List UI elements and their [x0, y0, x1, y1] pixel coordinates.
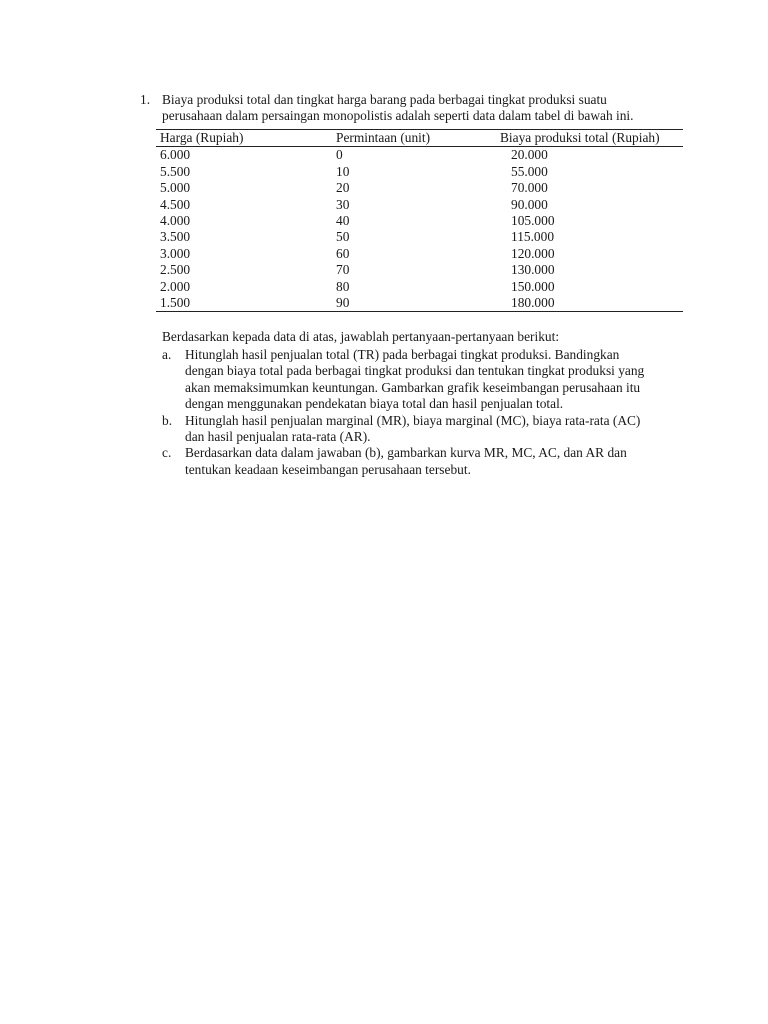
subquestion-line: akan memaksimumkan keuntungan. Gambarkan grafik keseimbangan perusahaan itu: [185, 379, 641, 395]
subquestion-line: dengan menggunakan pendekatan biaya total dan hasil penjualan total.: [185, 396, 564, 412]
subquestion-line: Berdasarkan data dalam jawaban (b), gambarkan kurva MR, MC, AC, dan AR dan: [185, 445, 627, 461]
cell-total-cost: 120.000: [511, 245, 555, 261]
table-row: [156, 262, 683, 278]
subquestion-a: [162, 347, 702, 413]
cell-price: 5.500: [160, 163, 191, 179]
cell-total-cost: 55.000: [511, 163, 548, 179]
question-number: 1.: [140, 92, 151, 107]
cell-demand: 20: [336, 180, 350, 196]
cell-total-cost: 115.000: [511, 229, 555, 245]
subquestion-line: Hitunglah hasil penjualan marginal (MR), biaya marginal (MC), biaya rata-rata (AC): [185, 412, 641, 428]
cell-price: 1.500: [160, 295, 191, 311]
table-row: [156, 229, 683, 245]
header-total-cost: Biaya produksi total (Rupiah): [500, 130, 683, 147]
cell-demand: 30: [336, 196, 350, 212]
table-row: [156, 147, 683, 164]
cell-total-cost: 70.000: [511, 180, 548, 196]
table-row: [156, 295, 683, 312]
cell-demand: 70: [336, 262, 350, 278]
cell-price: 3.500: [160, 229, 191, 245]
intro-line: perusahaan dalam persaingan monopolistis adalah seperti data dalam tabel di bawah ini.: [162, 108, 634, 124]
subquestion-marker: c.: [162, 445, 172, 461]
subquestion-marker: a.: [162, 347, 172, 362]
cell-demand: 50: [336, 229, 350, 245]
cell-total-cost: 130.000: [511, 262, 555, 278]
table-header-row: [156, 130, 683, 147]
cell-total-cost: 20.000: [511, 147, 548, 163]
cell-demand: 0: [336, 147, 343, 163]
intro-line: Biaya produksi total dan tingkat harga barang pada berbagai tingkat produksi suatu: [162, 92, 607, 107]
subquestion-c: [162, 445, 702, 478]
cell-price: 4.000: [160, 213, 191, 229]
table-row: [156, 279, 683, 295]
header-price: Harga (Rupiah): [156, 130, 336, 147]
table-row: [156, 197, 683, 213]
table-row: [156, 180, 683, 196]
cell-total-cost: 90.000: [511, 196, 548, 212]
cell-total-cost: 150.000: [511, 278, 555, 294]
subquestion-line: Hitunglah hasil penjualan total (TR) pada berbagai tingkat produksi. Bandingkan: [185, 347, 620, 362]
cell-demand: 80: [336, 278, 350, 294]
question-intro: [162, 92, 702, 125]
table-row: [156, 213, 683, 229]
subquestion-line: dengan biaya total pada berbagai tingkat produksi dan tentukan tingkat produksi yang: [185, 363, 645, 379]
subquestion-marker: b.: [162, 412, 173, 428]
cell-demand: 90: [336, 295, 350, 311]
cell-total-cost: 105.000: [511, 213, 555, 229]
subquestion-line: tentukan keadaan keseimbangan perusahaan tersebut.: [185, 461, 471, 477]
followup-instruction: Berdasarkan kepada data di atas, jawablah pertanyaan-pertanyaan berikut:: [162, 329, 560, 344]
cell-price: 4.500: [160, 196, 191, 212]
cell-price: 2.500: [160, 262, 191, 278]
subquestion-b: [162, 413, 702, 446]
cell-demand: 10: [336, 163, 350, 179]
data-table: [156, 129, 683, 312]
subquestion-list: [162, 347, 702, 478]
cell-demand: 60: [336, 245, 350, 261]
table-row: [156, 246, 683, 262]
cell-demand: 40: [336, 213, 350, 229]
cell-price: 5.000: [160, 180, 191, 196]
cell-price: 3.000: [160, 245, 191, 261]
cell-price: 6.000: [160, 147, 191, 163]
cell-total-cost: 180.000: [511, 295, 555, 311]
subquestion-line: dan hasil penjualan rata-rata (AR).: [185, 429, 371, 445]
table-row: [156, 164, 683, 180]
cell-price: 2.000: [160, 278, 191, 294]
header-demand: Permintaan (unit): [336, 130, 500, 147]
